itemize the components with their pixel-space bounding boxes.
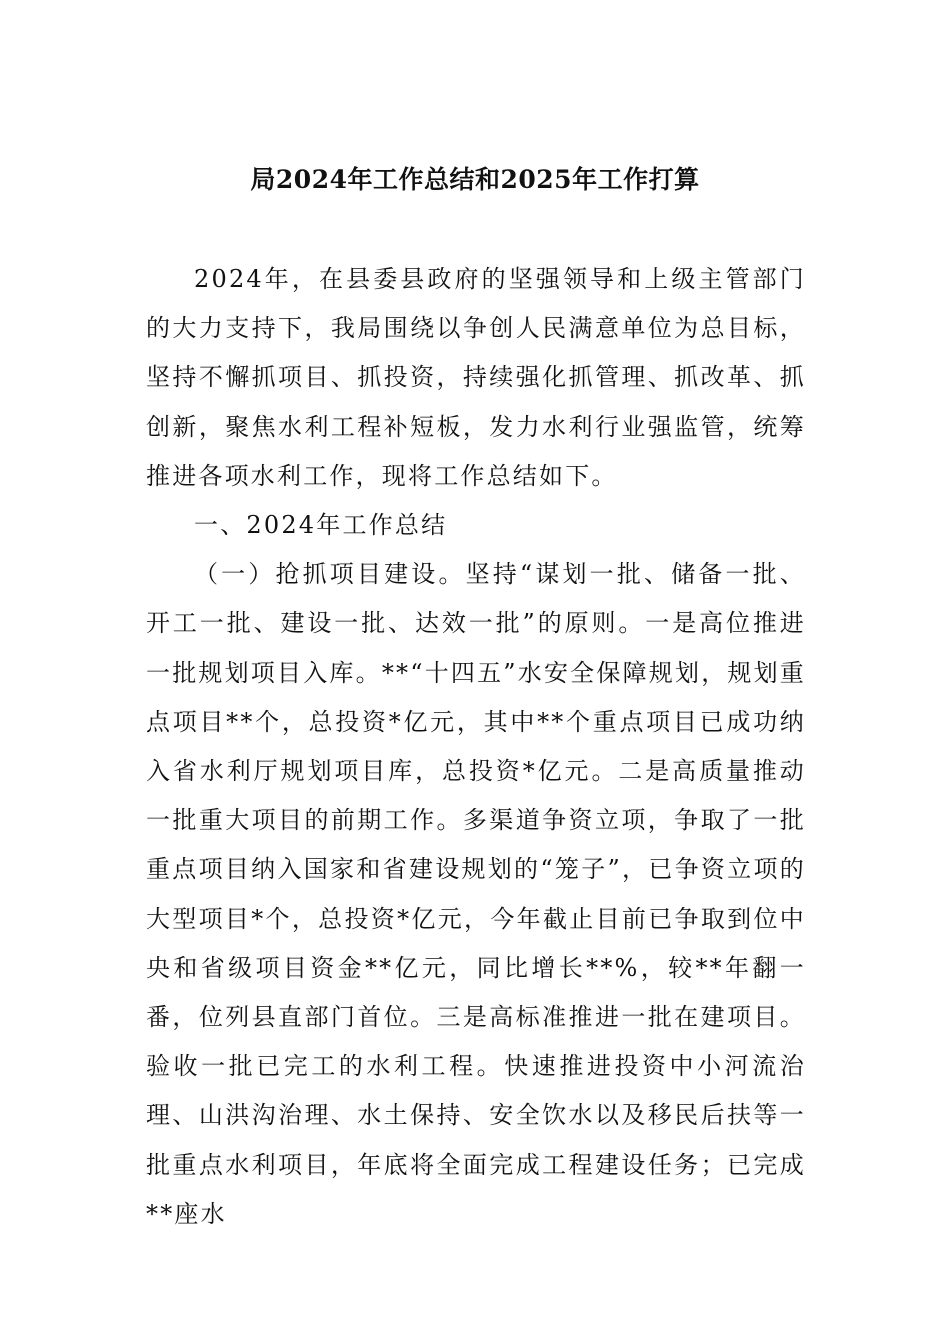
section-heading: 一、2024年工作总结	[194, 511, 448, 540]
document-title: 局2024年工作总结和2025年工作打算	[250, 165, 700, 194]
subsection-paragraph: （一）抢抓项目建设。坚持“谋划一批、储备一批、开工一批、建设一批、达效一批”的原则。一是高位推进一批规划项目入库。**“十四五”水安全保障规划，规划重点项目**个，总投资*亿元，其中**个重点项目已成功纳入省水利厅规划项目库，总投资*亿元。二是高质量推动一批重大项目的前期工作。多渠道争资立项，争取了一批重点项目纳入国家和省建设规划的“笼子”，已争资立项的大型项目*个，总投资*亿元，今年截止目前已争取到位中央和省级项目资金**亿元，同比增长**%，较**年翻一番，位列县直部门首位。三是高标准推进一批在建项目。验收一批已完工的水利工程。快速推进投资中小河流治理、山洪沟治理、水土保持、安全饮水以及移民后扶等一批重点水利项目，年底将全面完成工程建设任务；已完成**座水	[146, 560, 806, 1228]
intro-paragraph: 2024年，在县委县政府的坚强领导和上级主管部门的大力支持下，我局围绕以争创人民满意单位为总目标，坚持不懈抓项目、抓投资，持续强化抓管理、抓改革、抓创新，聚焦水利工程补短板，发力水利行业强监管，统筹推进各项水利工作，现将工作总结如下。	[146, 265, 806, 490]
document-body	[146, 255, 806, 1239]
